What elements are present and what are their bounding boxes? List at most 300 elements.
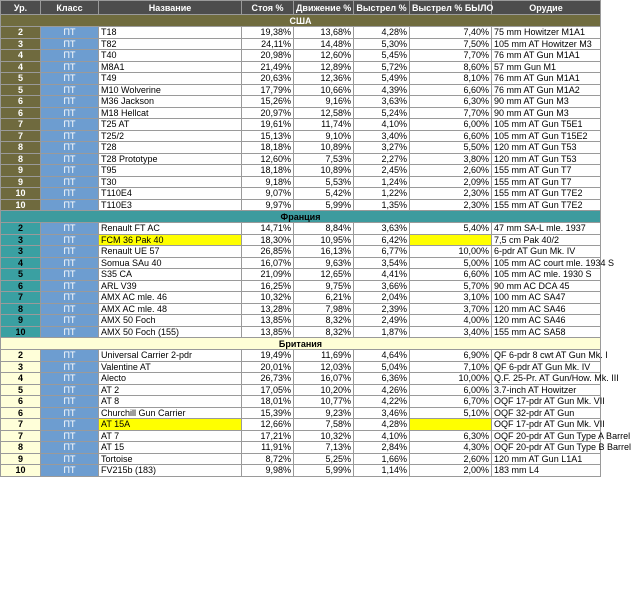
gun-name-cell: 75 mm Howitzer M1A1 <box>492 27 601 39</box>
table-row <box>1 280 601 292</box>
tier-cell: 3 <box>1 361 41 373</box>
shot-percent-cell: 1,35% <box>354 199 410 211</box>
class-cell: ПТ <box>41 234 99 246</box>
class-cell: ПТ <box>41 130 99 142</box>
vehicle-name-cell: AT 2 <box>99 384 242 396</box>
tier-cell: 5 <box>1 269 41 281</box>
moving-percent-cell: 10,32% <box>294 430 354 442</box>
shot-percent-old-cell: 8,10% <box>410 73 492 85</box>
section-header-row <box>1 338 601 350</box>
table-row <box>1 153 601 165</box>
col-header-stand: Стоя % <box>242 1 294 15</box>
shot-percent-cell: 5,24% <box>354 107 410 119</box>
stationary-percent-cell: 20,01% <box>242 361 294 373</box>
shot-percent-cell: 1,66% <box>354 453 410 465</box>
class-cell: ПТ <box>41 361 99 373</box>
class-cell: ПТ <box>41 176 99 188</box>
moving-percent-cell: 14,48% <box>294 38 354 50</box>
gun-name-cell: OQF 20-pdr AT Gun Type B Barrel <box>492 442 601 454</box>
table-row <box>1 107 601 119</box>
shot-percent-old-cell: 6,30% <box>410 96 492 108</box>
gun-name-cell: 155 mm AT Gun T7E2 <box>492 199 601 211</box>
gun-name-cell: 120 mm AC SA46 <box>492 303 601 315</box>
stationary-percent-cell: 21,49% <box>242 61 294 73</box>
vehicle-name-cell: AT 15A <box>99 419 242 431</box>
vehicle-name-cell: T28 Prototype <box>99 153 242 165</box>
tier-cell: 7 <box>1 292 41 304</box>
stationary-percent-cell: 12,60% <box>242 153 294 165</box>
vehicle-name-cell: Valentine AT <box>99 361 242 373</box>
stationary-percent-cell: 17,05% <box>242 384 294 396</box>
stationary-percent-cell: 15,13% <box>242 130 294 142</box>
stationary-percent-cell: 14,71% <box>242 223 294 235</box>
moving-percent-cell: 12,58% <box>294 107 354 119</box>
gun-name-cell: QF 6-pdr AT Gun Mk. IV <box>492 361 601 373</box>
class-cell: ПТ <box>41 50 99 62</box>
table-row <box>1 453 601 465</box>
table-row <box>1 188 601 200</box>
shot-percent-cell: 2,27% <box>354 153 410 165</box>
class-cell: ПТ <box>41 165 99 177</box>
shot-percent-old-cell: 7,50% <box>410 38 492 50</box>
shot-percent-cell: 4,64% <box>354 350 410 362</box>
vehicle-name-cell: AMX AC mle. 48 <box>99 303 242 315</box>
shot-percent-old-cell: 7,40% <box>410 27 492 39</box>
stationary-percent-cell: 17,79% <box>242 84 294 96</box>
moving-percent-cell: 10,20% <box>294 384 354 396</box>
table-row <box>1 176 601 188</box>
shot-percent-cell: 4,41% <box>354 269 410 281</box>
stationary-percent-cell: 19,38% <box>242 27 294 39</box>
table-row <box>1 350 601 362</box>
vehicle-name-cell: T30 <box>99 176 242 188</box>
shot-percent-old-cell: 6,60% <box>410 269 492 281</box>
shot-percent-old-cell: 10,00% <box>410 246 492 258</box>
class-cell: ПТ <box>41 292 99 304</box>
gun-name-cell: OQF 17-pdr AT Gun Mk. VII <box>492 419 601 431</box>
shot-percent-cell: 4,28% <box>354 27 410 39</box>
shot-percent-cell: 5,49% <box>354 73 410 85</box>
shot-percent-old-cell: 2,60% <box>410 453 492 465</box>
vehicle-name-cell: T82 <box>99 38 242 50</box>
table-row <box>1 465 601 477</box>
table-row <box>1 50 601 62</box>
moving-percent-cell: 9,63% <box>294 257 354 269</box>
shot-percent-cell: 1,87% <box>354 326 410 338</box>
stationary-percent-cell: 11,91% <box>242 442 294 454</box>
stationary-percent-cell: 16,07% <box>242 257 294 269</box>
moving-percent-cell: 10,95% <box>294 234 354 246</box>
gun-name-cell: 120 mm AT Gun T53 <box>492 142 601 154</box>
stationary-percent-cell: 18,30% <box>242 234 294 246</box>
col-header-shot-old: Выстрел % БЫЛО <box>410 1 492 15</box>
stationary-percent-cell: 15,39% <box>242 407 294 419</box>
tier-cell: 3 <box>1 246 41 258</box>
stationary-percent-cell: 18,01% <box>242 396 294 408</box>
tier-cell: 2 <box>1 350 41 362</box>
class-cell: ПТ <box>41 73 99 85</box>
vehicle-name-cell: M10 Wolverine <box>99 84 242 96</box>
stationary-percent-cell: 15,26% <box>242 96 294 108</box>
table-row <box>1 223 601 235</box>
class-cell: ПТ <box>41 453 99 465</box>
gun-name-cell: OQF 20-pdr AT Gun Type A Barrel <box>492 430 601 442</box>
moving-percent-cell: 7,98% <box>294 303 354 315</box>
tier-cell: 6 <box>1 407 41 419</box>
stationary-percent-cell: 13,85% <box>242 326 294 338</box>
class-cell: ПТ <box>41 326 99 338</box>
vehicle-name-cell: AT 15 <box>99 442 242 454</box>
stationary-percent-cell: 9,97% <box>242 199 294 211</box>
table-row <box>1 119 601 131</box>
moving-percent-cell: 5,99% <box>294 199 354 211</box>
moving-percent-cell: 12,36% <box>294 73 354 85</box>
vehicle-name-cell: AMX AC mle. 46 <box>99 292 242 304</box>
tier-cell: 8 <box>1 153 41 165</box>
section-header-row <box>1 15 601 27</box>
table-row <box>1 373 601 385</box>
shot-percent-old-cell: 2,30% <box>410 188 492 200</box>
class-cell: ПТ <box>41 257 99 269</box>
vehicle-name-cell: M18 Hellcat <box>99 107 242 119</box>
vehicle-name-cell: T40 <box>99 50 242 62</box>
table-row <box>1 407 601 419</box>
table-row <box>1 142 601 154</box>
table-row <box>1 361 601 373</box>
table-row <box>1 84 601 96</box>
tier-cell: 4 <box>1 61 41 73</box>
class-cell: ПТ <box>41 442 99 454</box>
section-title: Британия <box>1 338 601 350</box>
stationary-percent-cell: 26,73% <box>242 373 294 385</box>
tier-cell: 7 <box>1 119 41 131</box>
vehicle-name-cell: T18 <box>99 27 242 39</box>
vehicle-name-cell: T25/2 <box>99 130 242 142</box>
moving-percent-cell: 11,69% <box>294 350 354 362</box>
tier-cell: 5 <box>1 73 41 85</box>
shot-percent-cell: 2,45% <box>354 165 410 177</box>
tier-cell: 9 <box>1 453 41 465</box>
stationary-percent-cell: 9,18% <box>242 176 294 188</box>
class-cell: ПТ <box>41 373 99 385</box>
shot-percent-cell: 4,22% <box>354 396 410 408</box>
class-cell: ПТ <box>41 142 99 154</box>
shot-percent-cell: 6,77% <box>354 246 410 258</box>
shot-percent-cell: 2,49% <box>354 315 410 327</box>
vehicle-name-cell: Tortoise <box>99 453 242 465</box>
moving-percent-cell: 9,10% <box>294 130 354 142</box>
table-row <box>1 419 601 431</box>
gun-name-cell: 155 mm AT Gun T7 <box>492 165 601 177</box>
vehicle-name-cell: ARL V39 <box>99 280 242 292</box>
table-row <box>1 234 601 246</box>
shot-percent-old-cell: 6,70% <box>410 396 492 408</box>
shot-percent-old-cell: 6,90% <box>410 350 492 362</box>
gun-name-cell: 120 mm AC SA46 <box>492 315 601 327</box>
moving-percent-cell: 9,16% <box>294 96 354 108</box>
class-cell: ПТ <box>41 84 99 96</box>
table-row <box>1 292 601 304</box>
class-cell: ПТ <box>41 246 99 258</box>
shot-percent-cell: 3,54% <box>354 257 410 269</box>
tier-cell: 4 <box>1 257 41 269</box>
shot-percent-cell: 6,42% <box>354 234 410 246</box>
gun-name-cell: 183 mm L4 <box>492 465 601 477</box>
shot-percent-cell: 1,24% <box>354 176 410 188</box>
moving-percent-cell: 7,13% <box>294 442 354 454</box>
stationary-percent-cell: 18,18% <box>242 165 294 177</box>
class-cell: ПТ <box>41 419 99 431</box>
col-header-gun: Орудие <box>492 1 601 15</box>
col-header-level: Ур. <box>1 1 41 15</box>
class-cell: ПТ <box>41 350 99 362</box>
shot-percent-old-cell: 4,00% <box>410 315 492 327</box>
class-cell: ПТ <box>41 407 99 419</box>
section-title: США <box>1 15 601 27</box>
gun-name-cell: 105 mm AT Gun T15E2 <box>492 130 601 142</box>
vehicle-name-cell: T25 AT <box>99 119 242 131</box>
vehicle-name-cell: FV215b (183) <box>99 465 242 477</box>
shot-percent-old-cell: 3,10% <box>410 292 492 304</box>
moving-percent-cell: 8,84% <box>294 223 354 235</box>
stationary-percent-cell: 21,09% <box>242 269 294 281</box>
stationary-percent-cell: 18,18% <box>242 142 294 154</box>
shot-percent-old-cell: 5,50% <box>410 142 492 154</box>
vehicle-name-cell: Churchill Gun Carrier <box>99 407 242 419</box>
shot-percent-old-cell: 7,70% <box>410 107 492 119</box>
tier-cell: 2 <box>1 223 41 235</box>
stationary-percent-cell: 16,25% <box>242 280 294 292</box>
tier-cell: 2 <box>1 27 41 39</box>
tier-cell: 4 <box>1 50 41 62</box>
tier-cell: 6 <box>1 396 41 408</box>
vehicle-name-cell: FCM 36 Pak 40 <box>99 234 242 246</box>
shot-percent-old-cell: 2,09% <box>410 176 492 188</box>
gun-name-cell: 47 mm SA-L mle. 1937 <box>492 223 601 235</box>
tier-cell: 8 <box>1 142 41 154</box>
moving-percent-cell: 5,99% <box>294 465 354 477</box>
class-cell: ПТ <box>41 27 99 39</box>
vehicle-name-cell: Renault FT AC <box>99 223 242 235</box>
shot-percent-old-cell: 3,40% <box>410 326 492 338</box>
tier-cell: 5 <box>1 84 41 96</box>
table-row <box>1 315 601 327</box>
gun-name-cell: 105 mm AT Gun T5E1 <box>492 119 601 131</box>
shot-percent-old-cell: 10,00% <box>410 373 492 385</box>
class-cell: ПТ <box>41 315 99 327</box>
class-cell: ПТ <box>41 280 99 292</box>
stationary-percent-cell: 20,98% <box>242 50 294 62</box>
shot-percent-cell: 3,63% <box>354 223 410 235</box>
col-header-move: Движение % <box>294 1 354 15</box>
vehicle-name-cell: M8A1 <box>99 61 242 73</box>
vehicle-name-cell: AT 7 <box>99 430 242 442</box>
table-row <box>1 73 601 85</box>
shot-percent-cell: 3,40% <box>354 130 410 142</box>
shot-percent-cell: 5,30% <box>354 38 410 50</box>
stationary-percent-cell: 8,72% <box>242 453 294 465</box>
gun-name-cell: 105 mm AT Howitzer M3 <box>492 38 601 50</box>
shot-percent-old-cell: 6,00% <box>410 384 492 396</box>
table-row <box>1 396 601 408</box>
stationary-percent-cell: 13,85% <box>242 315 294 327</box>
moving-percent-cell: 13,68% <box>294 27 354 39</box>
class-cell: ПТ <box>41 303 99 315</box>
vehicle-name-cell: T28 <box>99 142 242 154</box>
vehicle-name-cell: T110E4 <box>99 188 242 200</box>
table-row <box>1 38 601 50</box>
table-row <box>1 165 601 177</box>
vehicle-name-cell: T49 <box>99 73 242 85</box>
gun-name-cell: 105 mm AC court mle. 1934 S <box>492 257 601 269</box>
shot-percent-cell: 5,45% <box>354 50 410 62</box>
tier-cell: 7 <box>1 419 41 431</box>
shot-percent-cell: 3,66% <box>354 280 410 292</box>
table-row <box>1 326 601 338</box>
stationary-percent-cell: 12,66% <box>242 419 294 431</box>
shot-percent-old-cell: 5,70% <box>410 280 492 292</box>
shot-percent-old-cell: 7,10% <box>410 361 492 373</box>
gun-name-cell: 57 mm Gun M1 <box>492 61 601 73</box>
shot-percent-old-cell <box>410 419 492 431</box>
tier-cell: 8 <box>1 303 41 315</box>
gun-name-cell: 90 mm AT Gun M3 <box>492 96 601 108</box>
shot-percent-cell: 2,84% <box>354 442 410 454</box>
shot-percent-old-cell <box>410 234 492 246</box>
table-row <box>1 199 601 211</box>
table-row <box>1 61 601 73</box>
shot-percent-old-cell: 3,70% <box>410 303 492 315</box>
tier-cell: 7 <box>1 430 41 442</box>
class-cell: ПТ <box>41 199 99 211</box>
shot-percent-cell: 4,28% <box>354 419 410 431</box>
gun-name-cell: 100 mm AC SA47 <box>492 292 601 304</box>
gun-name-cell: Q.F. 25-Pr. AT Gun/How. Mk. III <box>492 373 601 385</box>
shot-percent-old-cell: 6,30% <box>410 430 492 442</box>
table-row <box>1 384 601 396</box>
table-row <box>1 303 601 315</box>
tier-cell: 10 <box>1 188 41 200</box>
shot-percent-cell: 5,04% <box>354 361 410 373</box>
moving-percent-cell: 7,58% <box>294 419 354 431</box>
moving-percent-cell: 9,75% <box>294 280 354 292</box>
gun-name-cell: 76 mm AT Gun M1A1 <box>492 50 601 62</box>
tier-cell: 6 <box>1 280 41 292</box>
shot-percent-old-cell: 2,00% <box>410 465 492 477</box>
table-row <box>1 96 601 108</box>
moving-percent-cell: 5,53% <box>294 176 354 188</box>
class-cell: ПТ <box>41 119 99 131</box>
shot-percent-old-cell: 5,40% <box>410 223 492 235</box>
tier-cell: 8 <box>1 442 41 454</box>
gun-name-cell: 155 mm AT Gun T7 <box>492 176 601 188</box>
shot-percent-cell: 2,39% <box>354 303 410 315</box>
vehicle-name-cell: Alecto <box>99 373 242 385</box>
vehicle-name-cell: T95 <box>99 165 242 177</box>
shot-percent-old-cell: 2,30% <box>410 199 492 211</box>
class-cell: ПТ <box>41 153 99 165</box>
vehicle-name-cell: Renault UE 57 <box>99 246 242 258</box>
class-cell: ПТ <box>41 465 99 477</box>
moving-percent-cell: 11,74% <box>294 119 354 131</box>
tier-cell: 4 <box>1 373 41 385</box>
shot-percent-old-cell: 6,00% <box>410 119 492 131</box>
gun-name-cell: 3.7-inch AT Howitzer <box>492 384 601 396</box>
gun-name-cell: 155 mm AC SA58 <box>492 326 601 338</box>
stationary-percent-cell: 20,63% <box>242 73 294 85</box>
moving-percent-cell: 6,21% <box>294 292 354 304</box>
stationary-percent-cell: 13,28% <box>242 303 294 315</box>
stationary-percent-cell: 9,07% <box>242 188 294 200</box>
table-row <box>1 246 601 258</box>
gun-name-cell: 90 mm AC DCA 45 <box>492 280 601 292</box>
shot-percent-cell: 2,04% <box>354 292 410 304</box>
moving-percent-cell: 8,32% <box>294 315 354 327</box>
col-header-shot: Выстрел % <box>354 1 410 15</box>
shot-percent-cell: 3,46% <box>354 407 410 419</box>
stationary-percent-cell: 24,11% <box>242 38 294 50</box>
moving-percent-cell: 10,77% <box>294 396 354 408</box>
gun-name-cell: QF 6-pdr 8 cwt AT Gun Mk. I <box>492 350 601 362</box>
shot-percent-cell: 1,22% <box>354 188 410 200</box>
moving-percent-cell: 10,66% <box>294 84 354 96</box>
stationary-percent-cell: 10,32% <box>242 292 294 304</box>
shot-percent-cell: 6,36% <box>354 373 410 385</box>
vehicle-name-cell: T110E3 <box>99 199 242 211</box>
moving-percent-cell: 12,03% <box>294 361 354 373</box>
moving-percent-cell: 5,42% <box>294 188 354 200</box>
stationary-percent-cell: 20,97% <box>242 107 294 119</box>
moving-percent-cell: 8,32% <box>294 326 354 338</box>
tier-cell: 9 <box>1 165 41 177</box>
shot-percent-cell: 5,72% <box>354 61 410 73</box>
tier-cell: 3 <box>1 38 41 50</box>
vehicle-name-cell: M36 Jackson <box>99 96 242 108</box>
moving-percent-cell: 12,89% <box>294 61 354 73</box>
gun-name-cell: 76 mm AT Gun M1A2 <box>492 84 601 96</box>
shot-percent-old-cell: 4,30% <box>410 442 492 454</box>
shot-percent-old-cell: 6,60% <box>410 84 492 96</box>
moving-percent-cell: 12,60% <box>294 50 354 62</box>
shot-percent-cell: 4,26% <box>354 384 410 396</box>
class-cell: ПТ <box>41 107 99 119</box>
vehicle-name-cell: Universal Carrier 2-pdr <box>99 350 242 362</box>
moving-percent-cell: 7,53% <box>294 153 354 165</box>
moving-percent-cell: 10,89% <box>294 142 354 154</box>
shot-percent-cell: 4,10% <box>354 430 410 442</box>
moving-percent-cell: 16,13% <box>294 246 354 258</box>
gun-name-cell: 6-pdr AT Gun Mk. IV <box>492 246 601 258</box>
stationary-percent-cell: 26,85% <box>242 246 294 258</box>
shot-percent-old-cell: 5,10% <box>410 407 492 419</box>
stationary-percent-cell: 9,98% <box>242 465 294 477</box>
class-cell: ПТ <box>41 223 99 235</box>
table-row <box>1 430 601 442</box>
gun-name-cell: 120 mm AT Gun L1A1 <box>492 453 601 465</box>
moving-percent-cell: 10,89% <box>294 165 354 177</box>
tier-cell: 3 <box>1 234 41 246</box>
table-row <box>1 130 601 142</box>
gun-name-cell: OQF 32-pdr AT Gun <box>492 407 601 419</box>
stationary-percent-cell: 19,61% <box>242 119 294 131</box>
shot-percent-cell: 1,14% <box>354 465 410 477</box>
table-row <box>1 27 601 39</box>
shot-percent-old-cell: 6,60% <box>410 130 492 142</box>
col-header-class: Класс <box>41 1 99 15</box>
moving-percent-cell: 12,65% <box>294 269 354 281</box>
tier-cell: 9 <box>1 315 41 327</box>
vehicle-name-cell: AMX 50 Foch (155) <box>99 326 242 338</box>
